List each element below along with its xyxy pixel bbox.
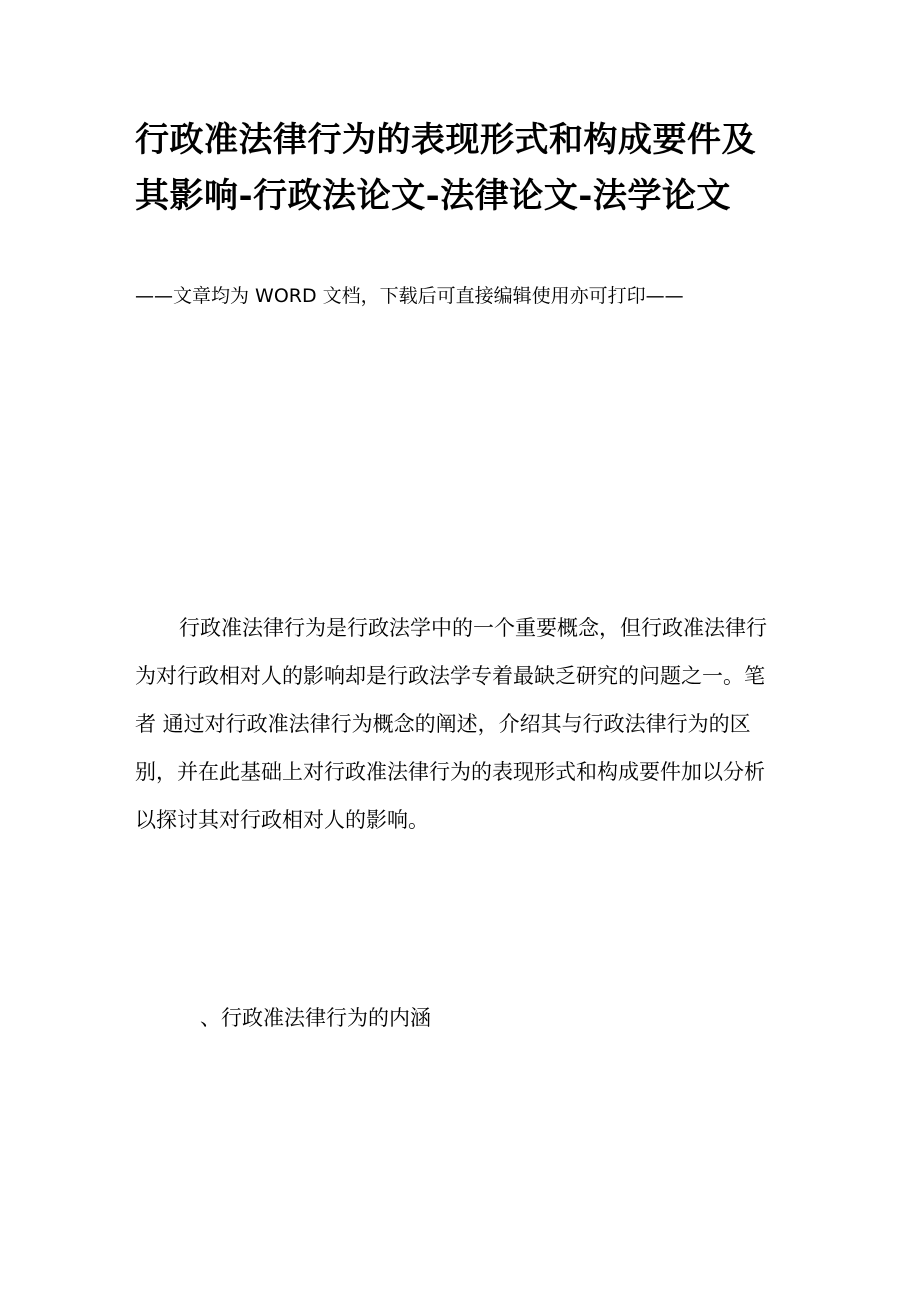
abstract-paragraph xyxy=(135,604,790,844)
abstract-line-3: 者 通过对行政准法律行为概念的阐述，介绍其与行政法律行为的区 xyxy=(135,712,751,736)
document-subtitle: ——文章均为 WORD 文档，下载后可直接编辑使用亦可打印—— xyxy=(135,285,684,307)
document-title xyxy=(135,112,795,224)
abstract-line-1: 行政准法律行为是行政法学中的一个重要概念，但行政准法律行 xyxy=(179,616,767,640)
abstract-line-2: 为对行政相对人的影响却是行政法学专着最缺乏研究的问题之一。笔 xyxy=(135,664,765,688)
title-line-2: 其影响-行政法论文-法律论文-法学论文 xyxy=(135,176,731,216)
abstract-line-4: 别，并在此基础上对行政准法律行为的表现形式和构成要件加以分析 xyxy=(135,760,765,784)
section-heading: 、行政准法律行为的内涵 xyxy=(200,1006,431,1030)
title-line-1: 行政准法律行为的表现形式和构成要件及 xyxy=(135,120,756,160)
abstract-line-5: 以探讨其对行政相对人的影响。 xyxy=(135,808,429,832)
